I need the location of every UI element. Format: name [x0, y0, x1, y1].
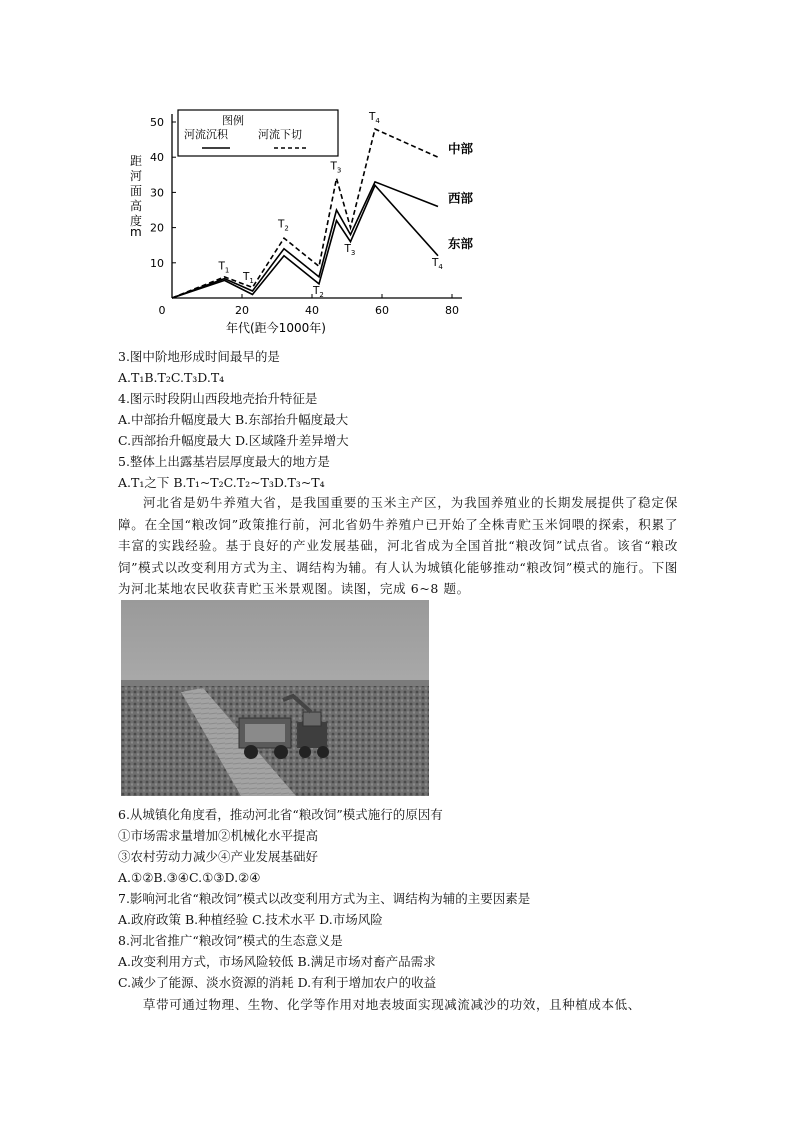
q7-options: A.政府政策 B.种植经验 C.技术水平 D.市场风险 — [118, 912, 383, 927]
q4-options-2: C.西部抬升幅度最大 D.区域隆升差异增大 — [118, 433, 349, 448]
x-tick-label: 0 — [158, 304, 166, 317]
y-tick-label: 40 — [150, 151, 164, 165]
q8-options-2: C.减少了能源、淡水资源的消耗 D.有利于增加农户的收益 — [118, 975, 437, 990]
q3-options: A.T₁B.T₂C.T₃D.T₄ — [118, 370, 225, 385]
terrace-label: $T_4$ — [432, 257, 443, 272]
q3-stem: 3.图中阶地形成时间最早的是 — [118, 349, 280, 364]
x-axis-label: 年代(距今1000年) — [226, 321, 326, 335]
q5-options: A.T₁之下 B.T₁~T₂C.T₂~T₃D.T₃~T₄ — [118, 475, 325, 490]
x-tick-label: 20 — [235, 304, 249, 317]
series-label-1: 西部 — [448, 190, 474, 206]
corn-harvest-photo — [121, 600, 429, 796]
q6-items-1: ①市场需求量增加②机械化水平提高 — [118, 828, 319, 843]
q8-options-1: A.改变利用方式，市场风险较低 B.满足市场对畜产品需求 — [118, 954, 436, 969]
terrace-label: $T_1$ — [243, 271, 254, 286]
y-tick-label: 50 — [150, 116, 164, 129]
terrace-height-chart — [120, 100, 500, 340]
q4-stem: 4.图示时段阴山西段地壳抬升特征是 — [118, 391, 318, 406]
q6-items-2: ③农村劳动力减少④产业发展基础好 — [118, 849, 319, 864]
series-label-0: 中部 — [448, 141, 474, 157]
terrace-label: $T_1$ — [218, 260, 230, 275]
q4-options-1: A.中部抬升幅度最大 B.东部抬升幅度最大 — [118, 412, 349, 427]
legend-label-incision: 河流下切 — [258, 128, 302, 141]
q5-stem: 5.整体上出露基岩层厚度最大的地方是 — [118, 454, 330, 469]
y-axis-label: 距河面高度 m — [130, 154, 143, 239]
passage-grass-strip: 草带可通过物理、生物、化学等作用对地表坡面实现减流减沙的功效，且种植成本低、 — [143, 997, 641, 1012]
terrace-label: $T_3$ — [344, 243, 356, 257]
x-tick-label: 60 — [375, 304, 389, 317]
legend-title: 图例 — [222, 114, 244, 127]
chart-legend — [178, 110, 338, 156]
y-tick-label: 30 — [150, 186, 164, 200]
series-line-1 — [172, 182, 438, 298]
y-tick-label: 20 — [150, 221, 164, 235]
passage-hebei: 河北省是奶牛养殖大省，是我国重要的玉米主产区，为我国养殖业的长期发展提供了稳定保障。在全国“粮改饲”政策推行前，河北省奶牛养殖户已开始了全株青贮玉米饲喂的探索，积累了丰富的实践经验。基于良好的产业发展基础，河北省成为全国首批“粮改饲”试点省。该省“粮改饲”模式以改变利用方式为主、调结构为辅。有人认为城镇化能够推动“粮改饲”模式的施行。下图为河北某地农民收获青贮玉米景观图。读图，完成 6~8 题。 — [118, 495, 678, 596]
terrace-label: $T_2$ — [278, 218, 289, 233]
harvest-image — [121, 600, 429, 796]
q8-stem: 8.河北省推广“粮改饲”模式的生态意义是 — [118, 933, 343, 948]
x-tick-label: 80 — [445, 304, 459, 317]
q6-stem: 6.从城镇化角度看，推动河北省“粮改饲”模式施行的原因有 — [118, 807, 443, 822]
terrace-label: $T_2$ — [313, 285, 324, 300]
q6-options: A.①②B.③④C.①③D.②④ — [118, 870, 261, 885]
series-label-2: 东部 — [448, 235, 474, 251]
y-tick-label: 10 — [150, 256, 164, 270]
q7-stem: 7.影响河北省“粮改饲”模式以改变利用方式为主、调结构为辅的主要因素是 — [118, 891, 531, 906]
legend-label-sediment: 河流沉积 — [184, 128, 228, 141]
x-tick-label: 40 — [305, 304, 319, 317]
terrace-label: $T_4$ — [369, 111, 380, 125]
terrace-label: $T_3$ — [330, 160, 342, 175]
